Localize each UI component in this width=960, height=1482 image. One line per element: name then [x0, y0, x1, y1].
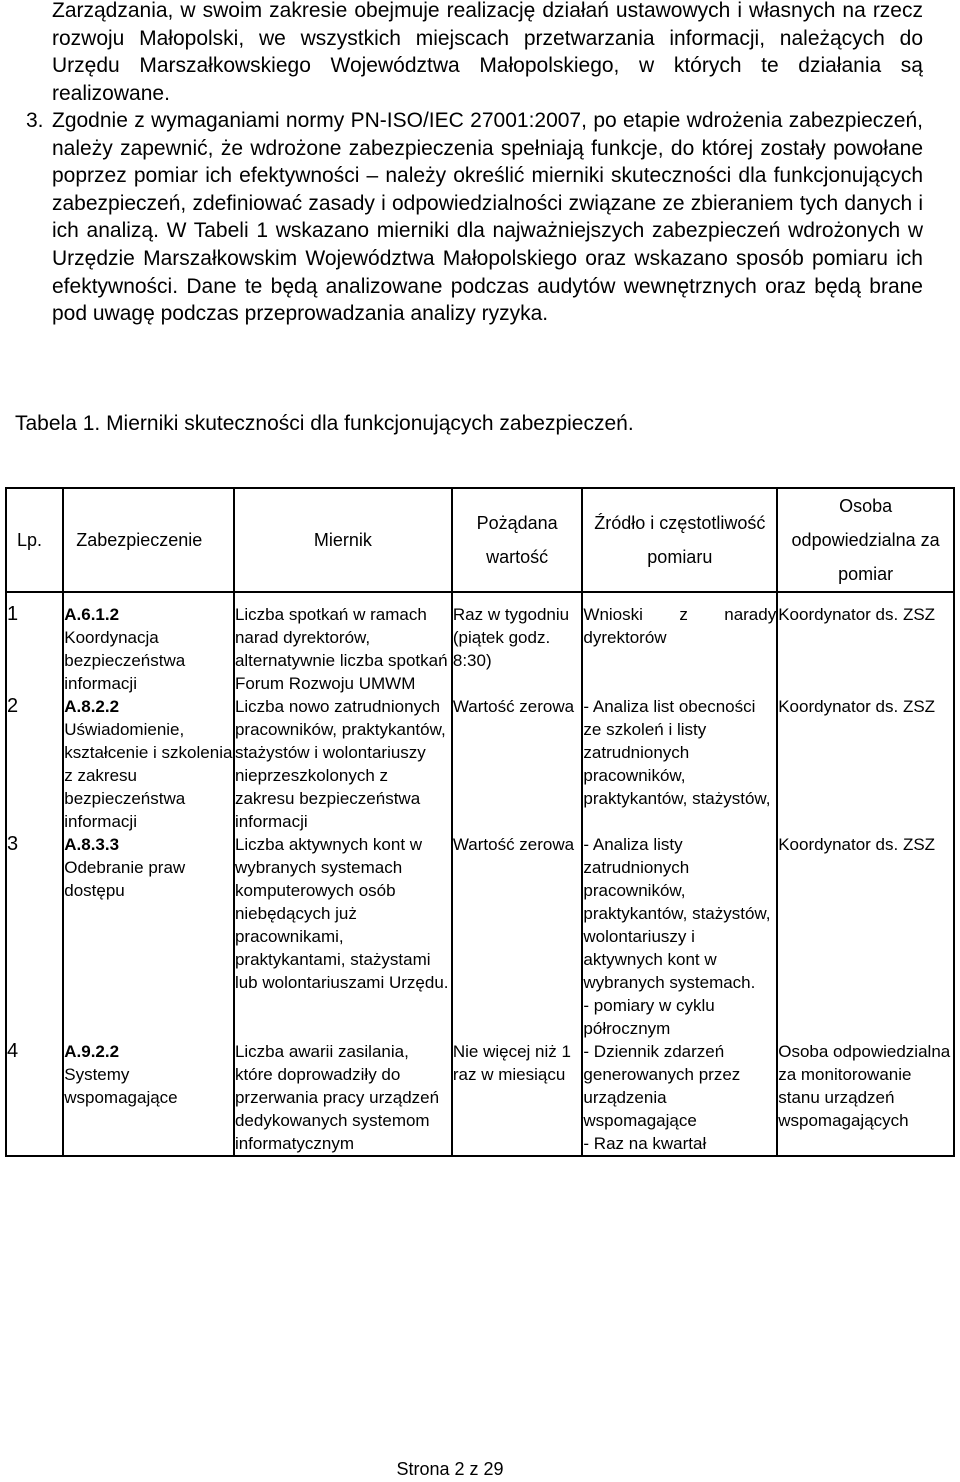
source-cell: Wnioski z narady dyrektorów	[582, 603, 777, 695]
metric-cell: Liczba aktywnych kont w wybranych systemach komputerowych osób niebędących już pracownikami, praktykantami, stażystami lub wolontariuszami Urzędu.	[234, 833, 452, 1040]
table-row	[6, 1040, 954, 1156]
table-row	[6, 603, 954, 695]
safeguard-cell	[63, 833, 234, 1040]
row-number: 1	[6, 603, 63, 695]
target-cell: Wartość zerowa	[452, 833, 583, 1040]
source-cell: - Analiza list obecności ze szkoleń i listy zatrudnionych pracowników, praktykantów, stażystów,	[582, 695, 777, 833]
page-footer: Strona 2 z 29	[396, 1459, 504, 1479]
table-row	[6, 833, 954, 1040]
header-osoba: Osoba odpowiedzialna za pomiar	[777, 488, 954, 592]
owner-cell: Osoba odpowiedzialna za monitorowanie stanu urządzeń wspomagających	[777, 1040, 954, 1156]
point-3-paragraph	[26, 107, 923, 328]
row-number: 4	[6, 1040, 63, 1156]
safeguard-cell	[63, 695, 234, 833]
safeguard-cell	[63, 603, 234, 695]
header-zabezpieczenie: Zabezpieczenie	[63, 488, 234, 592]
header-zrodlo: Źródło i częstotliwość pomiaru	[582, 488, 777, 592]
table-header-row	[6, 488, 954, 592]
table-caption: Tabela 1. Mierniki skuteczności dla funkcjonujących zabezpieczeń.	[15, 412, 634, 435]
metrics-table	[5, 487, 955, 1157]
safeguard-code: A.8.2.2	[64, 697, 120, 716]
safeguard-name: Odebranie praw dostępu	[64, 858, 186, 900]
safeguard-name: Uświadomienie, kształcenie i szkolenia z zakresu bezpieczeństwa informacji	[64, 720, 233, 831]
owner-cell: Koordynator ds. ZSZ	[777, 833, 954, 1040]
table-gap	[6, 592, 954, 603]
owner-cell: Koordynator ds. ZSZ	[777, 695, 954, 833]
metric-cell: Liczba nowo zatrudnionych pracowników, praktykantów, stażystów i wolontariuszy nieprzeszkolonych z zakresu bezpieczeństwa informacji	[234, 695, 452, 833]
point-number: 3.	[26, 109, 44, 132]
metric-cell: Liczba awarii zasilania, które doprowadziły do przerwania pracy urządzeń dedykowanych systemom informatycznym	[234, 1040, 452, 1156]
header-lp: Lp.	[6, 488, 63, 592]
header-miernik: Miernik	[234, 488, 452, 592]
row-number: 2	[6, 695, 63, 833]
metric-cell: Liczba spotkań w ramach narad dyrektorów, alternatywnie liczba spotkań Forum Rozwoju UMWM	[234, 603, 452, 695]
safeguard-name: Koordynacja bezpieczeństwa informacji	[64, 628, 186, 693]
row-number: 3	[6, 833, 63, 1040]
safeguard-cell	[63, 1040, 234, 1156]
source-cell: - Dziennik zdarzeń generowanych przez urządzenia wspomagające - Raz na kwartał	[582, 1040, 777, 1156]
source-cell: - Analiza listy zatrudnionych pracowników, praktykantów, stażystów, wolontariuszy i aktywnych kont w wybranych systemach. - pomiary w cyklu półrocznym	[582, 833, 777, 1040]
table-row	[6, 695, 954, 833]
safeguard-code: A.6.1.2	[64, 605, 120, 624]
target-cell: Wartość zerowa	[452, 695, 583, 833]
owner-cell: Koordynator ds. ZSZ	[777, 603, 954, 695]
target-cell: Nie więcej niż 1 raz w miesiącu	[452, 1040, 583, 1156]
safeguard-code: A.8.3.3	[64, 835, 120, 854]
header-pozadana: Pożądana wartość	[452, 488, 583, 592]
intro-paragraph: Zarządzania, w swoim zakresie obejmuje realizację działań ustawowych i własnych na rzecz rozwoju Małopolski, we wszystkich miejscach przetwarzania informacji, należących do Urzędu Marszałkowskiego Województwa Małopolskiego, w których te działania są realizowane.	[52, 0, 923, 105]
point-3-text: Zgodnie z wymaganiami normy PN-ISO/IEC 27001:2007, po etapie wdrożenia zabezpieczeń, należy zapewnić, że wdrożone zabezpieczenia spełniają funkcje, do której zostały powołane poprzez pomiar ich efektywności – należy określić mierniki skuteczności dla funkcjonujących zabezpieczeń, zdefiniować zasady i odpowiedzialności związane ze zbieraniem tych danych i ich analizą. W Tabeli 1 wskazano mierniki dla najważniejszych zabezpieczeń wdrożonych w Urzędzie Marszałkowskim Województwa Małopolskiego oraz wskazano sposób pomiaru ich efektywności. Dane te będą analizowane podczas audytów wewnętrznych oraz będą brane pod uwagę podczas przeprowadzania analizy ryzyka.	[52, 109, 923, 326]
safeguard-code: A.9.2.2	[64, 1042, 120, 1061]
safeguard-name: Systemy wspomagające	[64, 1065, 178, 1107]
target-cell: Raz w tygodniu (piątek godz. 8:30)	[452, 603, 583, 695]
